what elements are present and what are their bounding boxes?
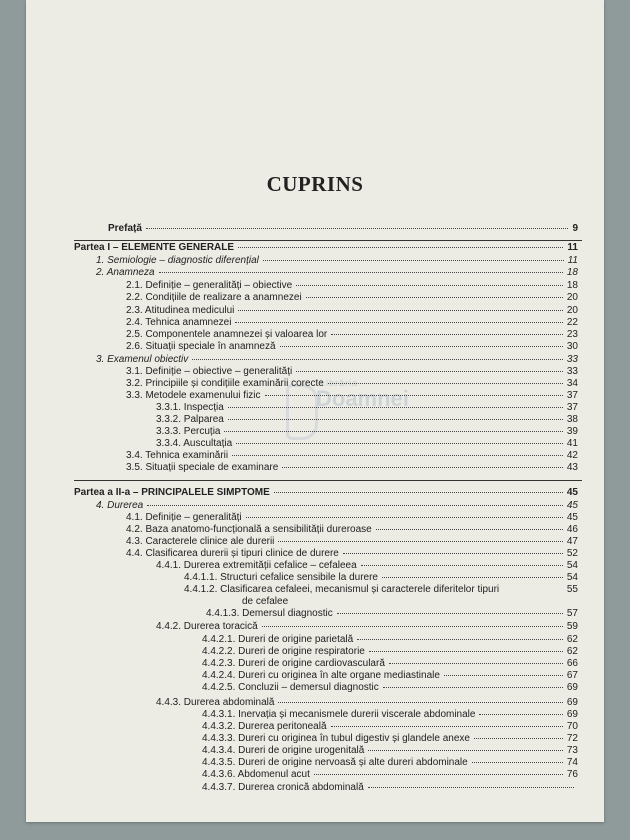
toc-entry	[126, 390, 578, 401]
toc-entry-page: 38	[566, 414, 578, 425]
toc-entry-label: Partea a II-a – PRINCIPALELE SIMPTOME	[74, 487, 270, 498]
toc-leader	[224, 431, 562, 432]
toc-entry-label: 4. Durerea	[96, 500, 144, 511]
toc-entry-label: 2.3. Atitudinea medicului	[126, 305, 235, 316]
book-page	[26, 0, 604, 822]
toc-leader	[368, 750, 563, 751]
toc-entry-label: 4.4.2.2. Dureri de origine respiratorie	[202, 646, 365, 657]
toc-entry-continuation: de cefalee	[242, 596, 289, 607]
toc-entry-page: 76	[566, 769, 578, 780]
toc-entry-label: 3.3.4. Auscultația	[156, 438, 233, 449]
toc-entry-label: 4.4.3.2. Durerea peritoneală	[202, 721, 327, 732]
toc-entry-label: Partea I – ELEMENTE GENERALE	[74, 242, 235, 253]
toc-entry	[126, 512, 578, 523]
toc-entry-label: 4.4.3.7. Durerea cronică abdominală	[202, 782, 364, 793]
toc-entry-label: 4.3. Caracterele clinice ale durerii	[126, 536, 275, 547]
toc-entry	[202, 634, 578, 645]
toc-entry-page: 18	[566, 267, 578, 278]
toc-entry-page: 43	[566, 462, 578, 473]
toc-entry-label: 1. Semiologie – diagnostic diferențial	[96, 255, 259, 266]
toc-entry	[156, 402, 578, 413]
toc-entry	[96, 267, 578, 278]
toc-entry	[156, 414, 578, 425]
toc-entry-page: 54	[566, 560, 578, 571]
section-divider	[74, 480, 582, 481]
toc-leader	[472, 762, 563, 763]
toc-entry-label: 3.5. Situații speciale de examinare	[126, 462, 279, 473]
toc-entry-page: 69	[566, 697, 578, 708]
toc-entry-label: 4.4.3.1. Inervația și mecanismele durerii viscerale abdominale	[202, 709, 476, 720]
toc-entry-page: 69	[566, 682, 578, 693]
toc-entry-page: 39	[566, 426, 578, 437]
toc-entry-page: 57	[566, 608, 578, 619]
toc-entry	[156, 426, 578, 437]
toc-leader	[331, 726, 563, 727]
toc-entry	[156, 560, 578, 571]
toc-entry-page: 72	[566, 733, 578, 744]
toc-leader	[331, 334, 563, 335]
toc-entry	[126, 524, 578, 535]
toc-entry-label: 4.4.3.5. Dureri de origine nervoasă și alte dureri abdominale	[202, 757, 468, 768]
toc-leader	[263, 260, 564, 261]
toc-entry	[126, 317, 578, 328]
toc-entry-page: 34	[566, 378, 578, 389]
toc-leader	[296, 285, 563, 286]
toc-entry	[202, 782, 578, 793]
toc-leader	[314, 774, 563, 775]
toc-entry	[126, 548, 578, 559]
toc-leader	[246, 517, 563, 518]
toc-leader	[228, 407, 563, 408]
toc-leader	[376, 529, 563, 530]
toc-leader	[474, 738, 563, 739]
toc-entry-label: 3. Examenul obiectiv	[96, 354, 189, 365]
toc-entry-label: 4.4.2.4. Dureri cu originea în alte organe mediastinale	[202, 670, 440, 681]
toc-entry-label: 4.1. Definiție – generalități	[126, 512, 242, 523]
toc-entry-page: 23	[566, 329, 578, 340]
toc-leader	[383, 687, 563, 688]
toc-entry-page: 70	[566, 721, 578, 732]
toc-entry-label: 4.4.1. Durerea extremității cefalice – cefaleea	[156, 560, 357, 571]
toc-entry-page: 11	[567, 255, 578, 266]
toc-leader	[146, 228, 569, 229]
toc-leader	[296, 371, 563, 372]
toc-entry-page: 20	[566, 292, 578, 303]
toc-entry-page: 11	[567, 242, 578, 253]
toc-entry-label: 2.1. Definiție – generalități – obiective	[126, 280, 293, 291]
toc-leader	[328, 383, 563, 384]
toc-entry	[126, 305, 578, 316]
toc-leader	[159, 272, 563, 273]
toc-entry-page: 20	[566, 305, 578, 316]
toc-entry	[156, 438, 578, 449]
toc-entry-page: 59	[566, 621, 578, 632]
toc-entry-page: 45	[566, 500, 578, 511]
toc-leader	[389, 663, 563, 664]
toc-entry	[202, 646, 578, 657]
toc-leader	[282, 467, 563, 468]
toc-leader	[382, 577, 563, 578]
toc-entry-label: 4.4.2.3. Dureri de origine cardiovasculară	[202, 658, 385, 669]
toc-leader	[192, 359, 563, 360]
toc-entry-label: Prefață	[108, 223, 142, 234]
toc-entry-page: 45	[566, 487, 578, 498]
toc-entry-page: 30	[566, 341, 578, 352]
toc-entry	[126, 450, 578, 461]
toc-entry-label: 3.1. Definiție – obiective – generalități	[126, 366, 293, 377]
toc-entry-label: 2.6. Situații speciale în anamneză	[126, 341, 276, 352]
toc-leader	[265, 395, 563, 396]
toc-entry-label: 4.4.1.1. Structuri cefalice sensibile la durere	[184, 572, 378, 583]
toc-leader	[235, 322, 562, 323]
toc-entry-page: 66	[566, 658, 578, 669]
toc-leader	[278, 541, 562, 542]
toc-entry	[202, 721, 578, 732]
toc-entry	[126, 280, 578, 291]
section-divider	[74, 240, 582, 241]
page-title: CUPRINS	[266, 172, 364, 196]
toc-entry-label: 4.4.1.2. Clasificarea cefaleei, mecanismul și caracterele diferitelor tipuri	[184, 584, 500, 595]
toc-entry-page: 9	[572, 223, 578, 234]
toc-entry-label: 3.3.3. Percuția	[156, 426, 221, 437]
toc-entry	[126, 341, 578, 352]
toc-entry-page: 33	[566, 354, 578, 365]
toc-leader	[238, 247, 563, 248]
table-of-contents	[26, 0, 604, 822]
toc-entry	[202, 769, 578, 780]
toc-entry-page: 69	[566, 709, 578, 720]
toc-entry-page: 52	[566, 548, 578, 559]
toc-leader	[343, 553, 563, 554]
toc-entry	[202, 658, 578, 669]
toc-entry	[126, 366, 578, 377]
toc-entry-label: 2. Anamneza	[96, 267, 155, 278]
watermark-top-text: Librăria	[320, 378, 359, 388]
toc-entry	[202, 709, 578, 720]
toc-leader	[278, 702, 562, 703]
toc-entry-page: 47	[566, 536, 578, 547]
toc-entry-label: 4.4.3. Durerea abdominală	[156, 697, 275, 708]
toc-leader	[368, 787, 574, 788]
toc-entry	[126, 329, 578, 340]
toc-entry-page: 37	[566, 402, 578, 413]
toc-leader	[306, 297, 563, 298]
toc-leader	[444, 675, 563, 676]
toc-leader	[357, 639, 563, 640]
toc-leader	[147, 505, 563, 506]
toc-entry-label: 3.3.1. Inspecția	[156, 402, 224, 413]
toc-entry-label: 2.5. Componentele anamnezei și valoarea lor	[126, 329, 328, 340]
toc-entry-page: 62	[566, 634, 578, 645]
toc-leader	[262, 626, 563, 627]
toc-entry	[96, 255, 578, 266]
toc-entry	[202, 745, 578, 756]
toc-entry-label: 3.3.2. Palparea	[156, 414, 224, 425]
toc-entry-page: 37	[566, 390, 578, 401]
toc-leader	[280, 346, 563, 347]
toc-entry-label: 3.3. Metodele examenului fizic	[126, 390, 261, 401]
toc-entry	[126, 292, 578, 303]
toc-entry-label: 4.4. Clasificarea durerii și tipuri clinice de durere	[126, 548, 339, 559]
toc-entry-label: 4.4.3.6. Abdomenul acut	[202, 769, 310, 780]
toc-entry-page: 55	[566, 584, 578, 595]
toc-entry-page: 42	[566, 450, 578, 461]
toc-entry-page: 62	[566, 646, 578, 657]
toc-entry-label: 2.4. Tehnica anamnezei	[126, 317, 232, 328]
toc-entry	[126, 462, 578, 473]
toc-entry	[126, 536, 578, 547]
toc-entry-page: 67	[566, 670, 578, 681]
toc-entry-page: 33	[566, 366, 578, 377]
toc-entry-label: 2.2. Condițiile de realizare a anamnezei	[126, 292, 302, 303]
toc-entry-page: 73	[566, 745, 578, 756]
toc-entry-label: 3.2. Principiile și condițiile examinării corecte	[126, 378, 324, 389]
toc-entry	[184, 584, 578, 595]
toc-entry	[74, 487, 578, 498]
toc-entry-page: 54	[566, 572, 578, 583]
toc-entry	[156, 697, 578, 708]
toc-entry	[96, 500, 578, 511]
toc-entry-page: 18	[566, 280, 578, 291]
toc-leader	[238, 310, 562, 311]
toc-entry-label: 4.4.2.1. Dureri de origine parietală	[202, 634, 354, 645]
toc-entry-label: 4.4.2.5. Concluzii – demersul diagnostic	[202, 682, 379, 693]
toc-entry	[202, 757, 578, 768]
toc-entry-page: 74	[566, 757, 578, 768]
toc-entry-label: 4.2. Baza anatomo-funcțională a sensibilității dureroase	[126, 524, 372, 535]
toc-entry	[184, 572, 578, 583]
toc-entry	[156, 621, 578, 632]
toc-entry	[202, 733, 578, 744]
toc-entry-label: 4.4.3.3. Dureri cu originea în tubul digestiv și glandele anexe	[202, 733, 470, 744]
toc-leader	[337, 613, 563, 614]
toc-entry	[108, 223, 578, 234]
toc-leader	[369, 651, 563, 652]
toc-entry-label: 4.4.3.4. Dureri de origine urogenitală	[202, 745, 365, 756]
toc-entry-page: 41	[566, 438, 578, 449]
toc-entry	[74, 242, 578, 253]
toc-entry-page: 45	[566, 512, 578, 523]
watermark-main-text: Doamnei	[316, 386, 409, 411]
toc-entry-page: 46	[566, 524, 578, 535]
toc-entry-label: 4.4.1.3. Demersul diagnostic	[206, 608, 333, 619]
toc-entry	[202, 682, 578, 693]
toc-entry	[96, 354, 578, 365]
toc-entry-page: 22	[566, 317, 578, 328]
toc-entry	[126, 378, 578, 389]
toc-leader	[228, 419, 563, 420]
toc-leader	[232, 455, 563, 456]
toc-entry-label: 4.4.2. Durerea toracică	[156, 621, 258, 632]
toc-leader	[479, 714, 562, 715]
toc-entry	[206, 608, 578, 619]
toc-leader	[236, 443, 563, 444]
toc-entry-label: 3.4. Tehnica examinării	[126, 450, 229, 461]
toc-leader	[361, 565, 563, 566]
toc-leader	[274, 492, 563, 493]
toc-entry	[202, 670, 578, 681]
